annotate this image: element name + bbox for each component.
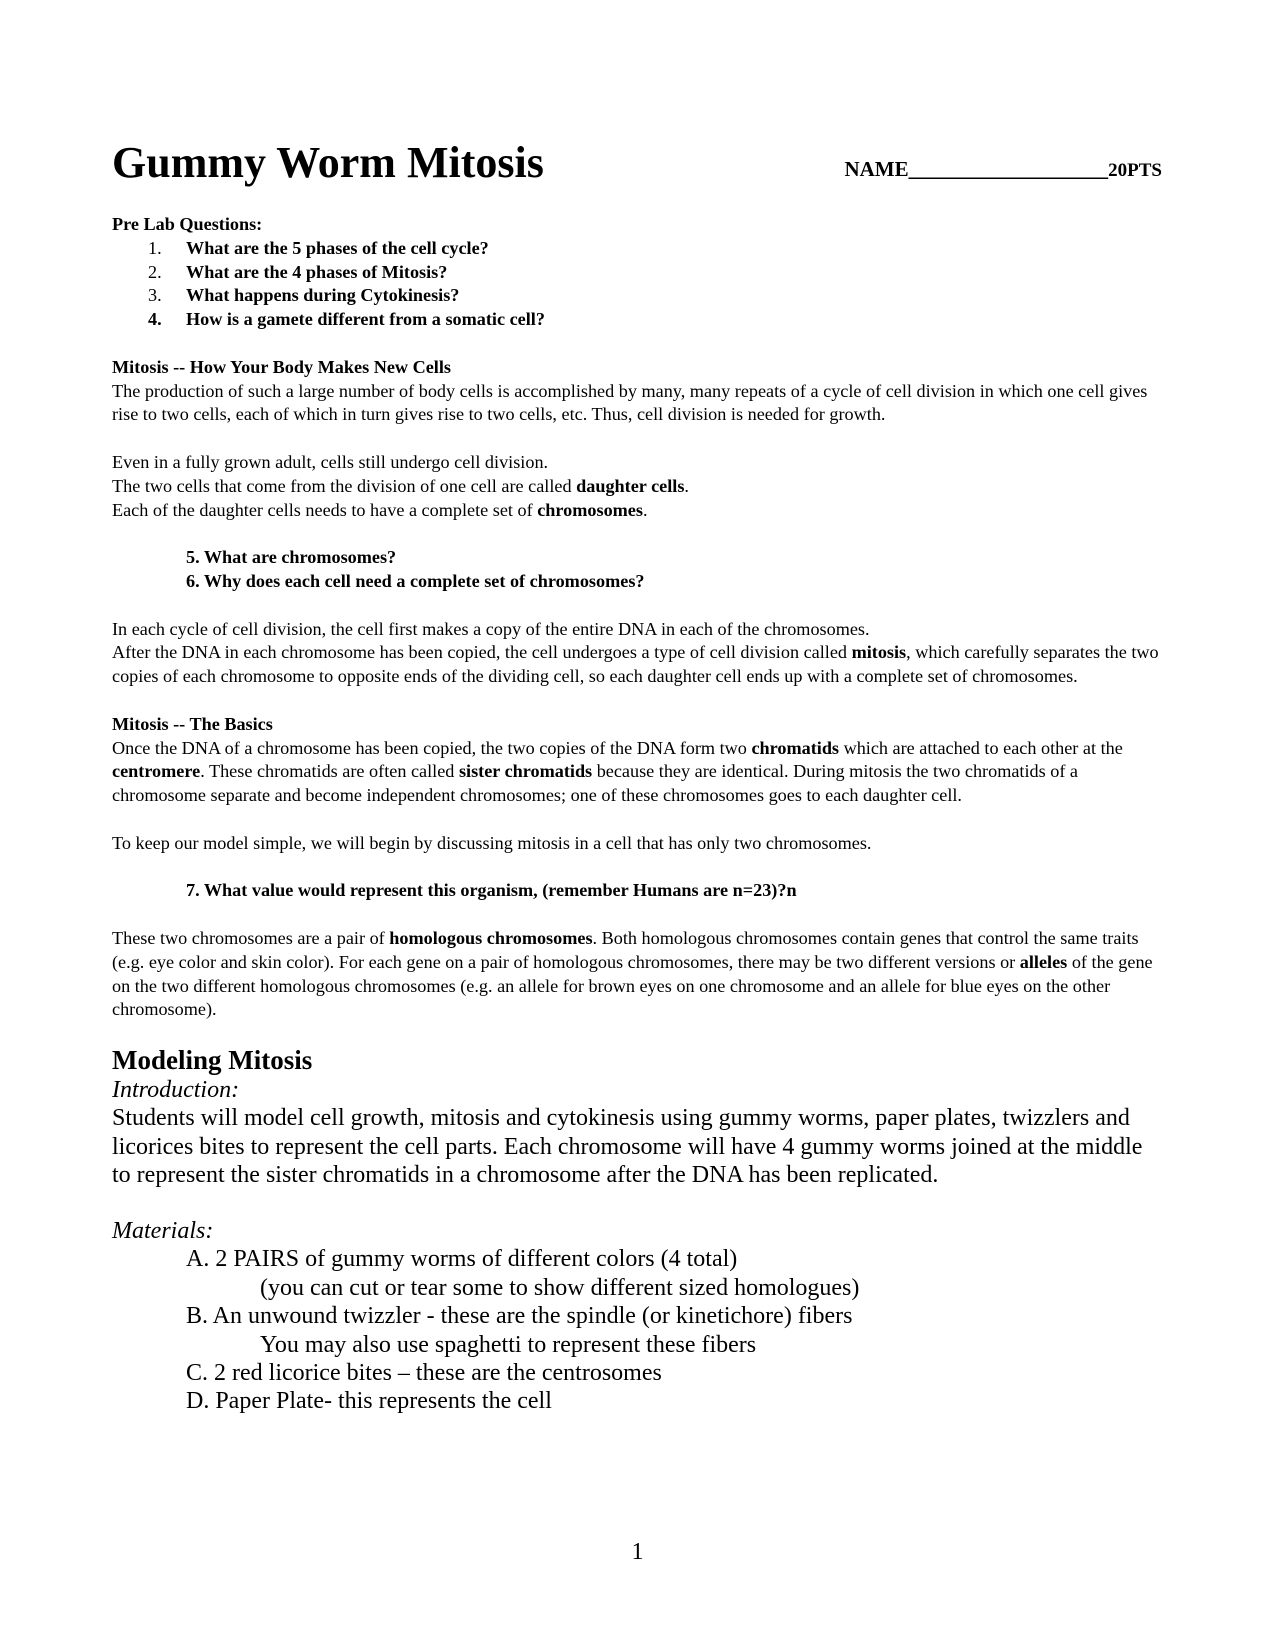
paragraph-mitosis [112,641,1162,689]
paragraph-homologous [112,927,1162,1022]
section-heading-modeling: Modeling Mitosis [112,1045,313,1076]
text-run: , which carefully separates the two copies of each chromosome to opposite ends of the dividing cell, so each daughter cell ends up with a complete set of chromosomes. [112,642,1159,687]
name-line[interactable]: ___________________ [908,157,1109,181]
text-run: Once the DNA of a chromosome has been copied, the two copies of the DNA form two [112,737,752,758]
prelab-question [148,237,1162,261]
paragraph-chromatids [112,737,1162,808]
text-run: The two cells that come from the division of one cell are called [112,475,577,496]
text-run: because they are identical. During mitosis the two chromatids of a chromosome separate and become independent chromosomes; one of these chromosomes goes to each daughter cell. [112,761,1079,806]
question-7: 7. What value would represent this organism, (remember Humans are n=23)?n [186,880,797,901]
prelab-question [148,284,1162,308]
question-number: 1. [148,237,162,258]
prelab-question [148,308,1162,332]
text-run: which are attached to each other at the [839,737,1123,758]
section-heading-new-cells: Mitosis -- How Your Body Makes New Cells [112,356,451,377]
text-run: After the DNA in each chromosome has been copied, the cell undergoes a type of cell division called [112,642,852,663]
term-mitosis: mitosis [851,642,907,663]
question-text: What are the 4 phases of Mitosis? [186,261,448,282]
page-title: Gummy Worm Mitosis [112,138,544,187]
prelab-questions [112,237,1162,332]
prelab-question [148,261,1162,285]
material-note: You may also use spaghetti to represent these fibers [260,1331,757,1358]
term-alleles: alleles [1019,951,1068,972]
text-run: These two chromosomes are a pair of [112,927,390,948]
question-6: 6. Why does each cell need a complete set of chromosomes? [186,570,645,591]
material-item: B. An unwound twizzler - these are the spindle (or kinetichore) fibers [186,1303,853,1330]
question-5: 5. What are chromosomes? [186,547,397,568]
text-line-model: To keep our model simple, we will begin by discussing mitosis in a cell that has only two chromosomes. [112,832,872,853]
text-run: Each of the daughter cells needs to have a complete set of [112,499,538,520]
text-run: of the gene on the two different homologous chromosomes (e.g. an allele for brown eyes on one chromosome and an allele for blue eyes on the other chromosome). [112,951,1153,1020]
term-chromatids: chromatids [751,737,840,758]
materials-label: Materials: [112,1218,214,1245]
header [112,138,1162,198]
question-number: 2. [148,261,162,282]
text-run: . Both homologous chromosomes contain genes that control the same traits (e.g. eye color and skin color). For each gene on a pair of homologous chromosomes, there may be two different versions or [112,927,1139,972]
material-item: D. Paper Plate- this represents the cell [186,1388,552,1415]
question-text: What are the 5 phases of the cell cycle? [186,237,489,258]
page-number: 1 [631,1539,644,1565]
text-run: . These chromatids are often called [200,761,459,782]
paragraph-cell-production: The production of such a large number of body cells is accomplished by many, many repeats of a cycle of cell division in which one cell gives rise to two cells, each of which in turn gives rise to two cells, etc. Thus, cell division is needed for growth. [112,380,1148,425]
term-centromere: centromere [112,761,201,782]
material-item: C. 2 red licorice bites – these are the centrosomes [186,1359,662,1386]
term-chromosomes: chromosomes [537,499,643,520]
question-number: 4. [148,309,162,330]
materials-list [112,1245,1162,1415]
material-item: A. 2 PAIRS of gummy worms of different colors (4 total) [186,1246,738,1273]
text-line-adult: Even in a fully grown adult, cells still undergo cell division. [112,451,549,472]
term-homologous-chromosomes: homologous chromosomes [389,927,593,948]
text-line-dna-copy: In each cycle of cell division, the cell first makes a copy of the entire DNA in each of the chromosomes. [112,618,870,639]
term-sister-chromatids: sister chromatids [458,761,593,782]
text-line-daughter-cells [112,475,1162,499]
question-text: What happens during Cytokinesis? [186,285,460,306]
text-run: . [642,499,648,520]
section-heading-basics: Mitosis -- The Basics [112,713,273,734]
introduction-label: Introduction: [112,1077,240,1104]
text-run: . [684,475,689,496]
name-field[interactable] [844,156,1162,184]
name-label: NAME [844,157,909,181]
prelab-heading: Pre Lab Questions: [112,214,263,234]
question-text: How is a gamete different from a somatic cell? [186,309,545,330]
points-label: 20PTS [1108,160,1162,181]
document-body [112,213,1162,1416]
question-number: 3. [148,285,162,306]
term-daughter-cells: daughter cells [576,475,685,496]
introduction-text: Students will model cell growth, mitosis and cytokinesis using gummy worms, paper plates, twizzlers and licorices bites to represent the cell parts. Each chromosome will have 4 gummy worms joined at the middle to represent the sister chromatids in a chromosome after the DNA has been replicated. [112,1105,1143,1188]
text-line-chromosomes [112,499,1162,523]
material-note: (you can cut or tear some to show different sized homologues) [260,1274,860,1301]
